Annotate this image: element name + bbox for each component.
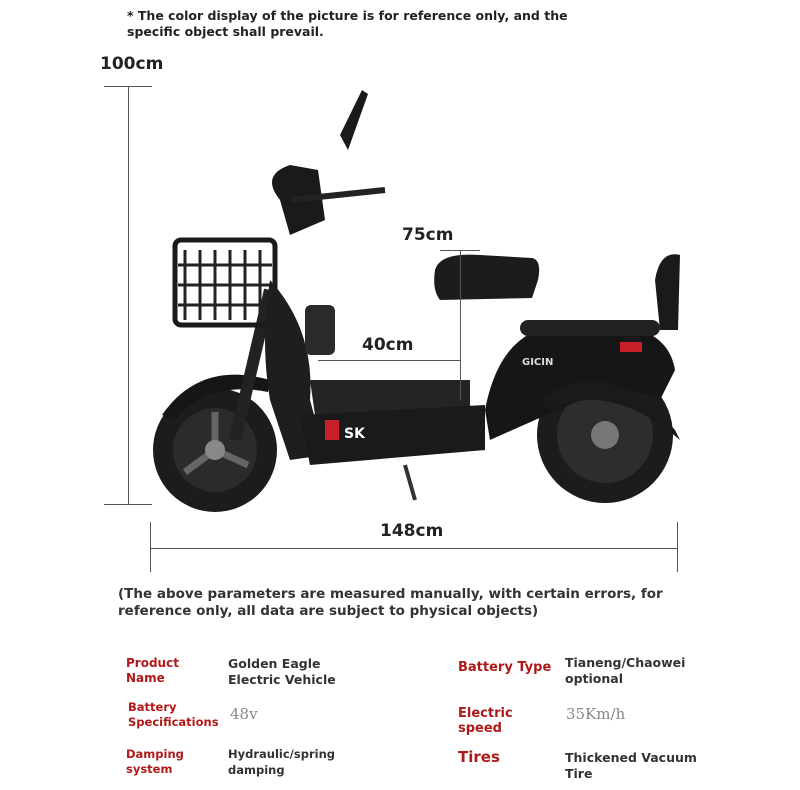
seat-height-dimension-cap	[440, 250, 480, 251]
spec-label-battery-type: Battery Type	[458, 660, 552, 675]
spec-value-tires: Thickened Vacuum Tire	[565, 750, 697, 781]
length-dimension-label: 148cm	[380, 521, 444, 541]
color-disclaimer-note: * The color display of the picture is for reference only, and the specific object shall prevail.	[127, 8, 568, 39]
floor-length-dimension-label: 40cm	[362, 335, 414, 355]
electric-scooter-image	[140, 80, 700, 520]
spec-label-electric-speed: Electric speed	[458, 706, 513, 736]
deck-logo-text: SK	[344, 426, 365, 442]
floor-length-dimension-line	[318, 360, 460, 361]
length-dimension-cap-right	[677, 522, 678, 572]
height-dimension-label: 100cm	[100, 54, 164, 74]
length-dimension-line	[150, 548, 678, 549]
spec-label-product-name: Product Name	[126, 656, 179, 685]
spec-label-battery-specifications: Battery Specifications	[128, 700, 219, 729]
spec-value-battery-type: Tianeng/Chaowei optional	[565, 655, 686, 686]
spec-label-tires: Tires	[458, 748, 500, 766]
spec-value-battery-specifications: 48v	[230, 705, 258, 723]
spec-value-damping-system: Hydraulic/spring damping	[228, 747, 335, 777]
seat-height-dimension-line	[460, 250, 461, 400]
seat-height-dimension-label: 75cm	[402, 225, 454, 245]
side-brand-text: GICIN	[522, 357, 554, 368]
spec-label-damping-system: Damping system	[126, 747, 184, 776]
measurement-disclaimer: (The above parameters are measured manually, with certain errors, for reference only, all data are subject to physical objects)	[118, 586, 663, 619]
spec-value-product-name: Golden Eagle Electric Vehicle	[228, 656, 336, 687]
height-dimension-line	[128, 86, 129, 504]
spec-value-electric-speed: 35Km/h	[566, 705, 626, 723]
length-dimension-cap-left	[150, 522, 151, 572]
